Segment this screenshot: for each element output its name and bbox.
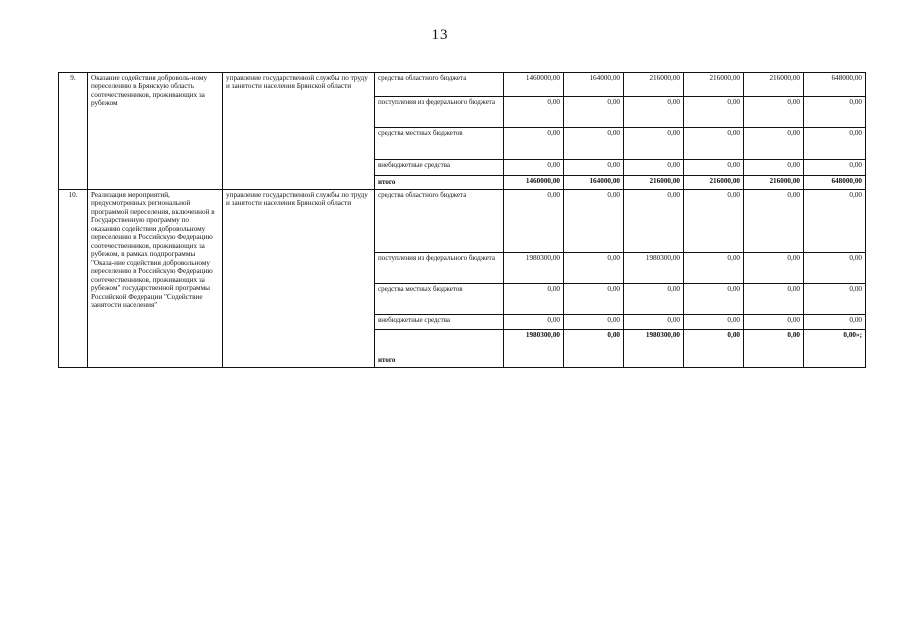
amount-cell: 0,00 (744, 190, 804, 253)
amount-cell: 0,00 (504, 190, 564, 253)
amount-cell: 0,00 (684, 253, 744, 284)
amount-cell: 0,00 (564, 330, 624, 368)
amount-cell: 1980300,00 (624, 253, 684, 284)
amount-cell: 0,00 (684, 160, 744, 176)
amount-cell: 216000,00 (744, 176, 804, 190)
funding-source-label: средства областного бюджета (375, 73, 504, 97)
page-number: 13 (431, 27, 449, 43)
amount-cell: 0,00 (804, 160, 866, 176)
amount-cell: 0,00 (564, 253, 624, 284)
amount-cell: 0,00 (744, 160, 804, 176)
amount-cell: 0,00 (624, 284, 684, 315)
amount-cell: 0,00 (684, 190, 744, 253)
amount-cell: 0,00 (744, 330, 804, 368)
amount-cell: 1460000,00 (504, 73, 564, 97)
amount-cell: 0,00 (564, 284, 624, 315)
table-row (59, 73, 866, 97)
amount-cell: 0,00 (504, 97, 564, 128)
amount-cell: 0,00 (504, 160, 564, 176)
measure-description: Оказание содействия доброволь-ному переселению в Брянскую область соотечественников, проживающих за рубежом (88, 73, 223, 190)
amount-cell: 0,00 (624, 128, 684, 160)
amount-cell: 216000,00 (624, 73, 684, 97)
amount-cell: 164000,00 (564, 73, 624, 97)
amount-cell: 0,00»; (804, 330, 866, 368)
amount-cell: 1980300,00 (504, 253, 564, 284)
amount-cell: 1460000,00 (504, 176, 564, 190)
amount-cell: 0,00 (804, 315, 866, 330)
amount-cell: 216000,00 (684, 176, 744, 190)
amount-cell: 0,00 (804, 284, 866, 315)
amount-cell: 0,00 (564, 97, 624, 128)
measure-description: Реализация мероприятий, предусмотренных региональной программой переселения, включенной в Государственную программу по оказанию содействия добровольному переселению в Российскую Федерацию соотечественников, проживающих за рубежом, в рамках подпрограммы "Оказа-ние содействия добровольному переселению в Российскую Федерацию соотечественников, проживающих за рубежом" государственной программы Российской Федерации "Содействие занятости населения" (88, 190, 223, 368)
amount-cell: 164000,00 (564, 176, 624, 190)
amount-cell: 0,00 (684, 128, 744, 160)
amount-cell: 0,00 (744, 253, 804, 284)
funding-source-label: итого (375, 330, 504, 368)
amount-cell: 0,00 (504, 315, 564, 330)
amount-cell: 0,00 (684, 97, 744, 128)
amount-cell: 0,00 (564, 128, 624, 160)
amount-cell: 0,00 (624, 97, 684, 128)
amount-cell: 0,00 (684, 284, 744, 315)
funding-source-label: средства местных бюджетов (375, 284, 504, 315)
amount-cell: 216000,00 (744, 73, 804, 97)
amount-cell: 0,00 (504, 128, 564, 160)
funding-source-label: внебюджетные средства (375, 315, 504, 330)
amount-cell: 0,00 (744, 315, 804, 330)
amount-cell: 0,00 (744, 128, 804, 160)
amount-cell: 0,00 (804, 253, 866, 284)
amount-cell: 0,00 (804, 97, 866, 128)
amount-cell: 0,00 (564, 190, 624, 253)
amount-cell: 0,00 (564, 315, 624, 330)
amount-cell: 648000,00 (804, 176, 866, 190)
amount-cell: 648000,00 (804, 73, 866, 97)
executor-name: управление государственной службы по труду и занятости населения Брянской области (223, 190, 375, 368)
funding-source-label: средства областного бюджета (375, 190, 504, 253)
funding-source-label: поступления из федерального бюджета (375, 97, 504, 128)
funding-source-label: внебюджетные средства (375, 160, 504, 176)
amount-cell: 0,00 (744, 97, 804, 128)
amount-cell: 1980300,00 (624, 330, 684, 368)
amount-cell: 216000,00 (624, 176, 684, 190)
amount-cell: 0,00 (624, 315, 684, 330)
amount-cell: 0,00 (744, 284, 804, 315)
amount-cell: 0,00 (804, 190, 866, 253)
amount-cell: 1980300,00 (504, 330, 564, 368)
budget-table (58, 72, 866, 368)
amount-cell: 216000,00 (684, 73, 744, 97)
amount-cell: 0,00 (684, 315, 744, 330)
amount-cell: 0,00 (504, 284, 564, 315)
funding-source-label: средства местных бюджетов (375, 128, 504, 160)
amount-cell: 0,00 (804, 128, 866, 160)
funding-source-label: поступления из федерального бюджета (375, 253, 504, 284)
amount-cell: 0,00 (624, 190, 684, 253)
amount-cell: 0,00 (564, 160, 624, 176)
amount-cell: 0,00 (684, 330, 744, 368)
row-number: 10. (59, 190, 88, 368)
executor-name: управление государственной службы по труду и занятости населения Брянской области (223, 73, 375, 190)
table-row (59, 190, 866, 253)
amount-cell: 0,00 (624, 160, 684, 176)
row-number: 9. (59, 73, 88, 190)
funding-source-label: итого (375, 176, 504, 190)
